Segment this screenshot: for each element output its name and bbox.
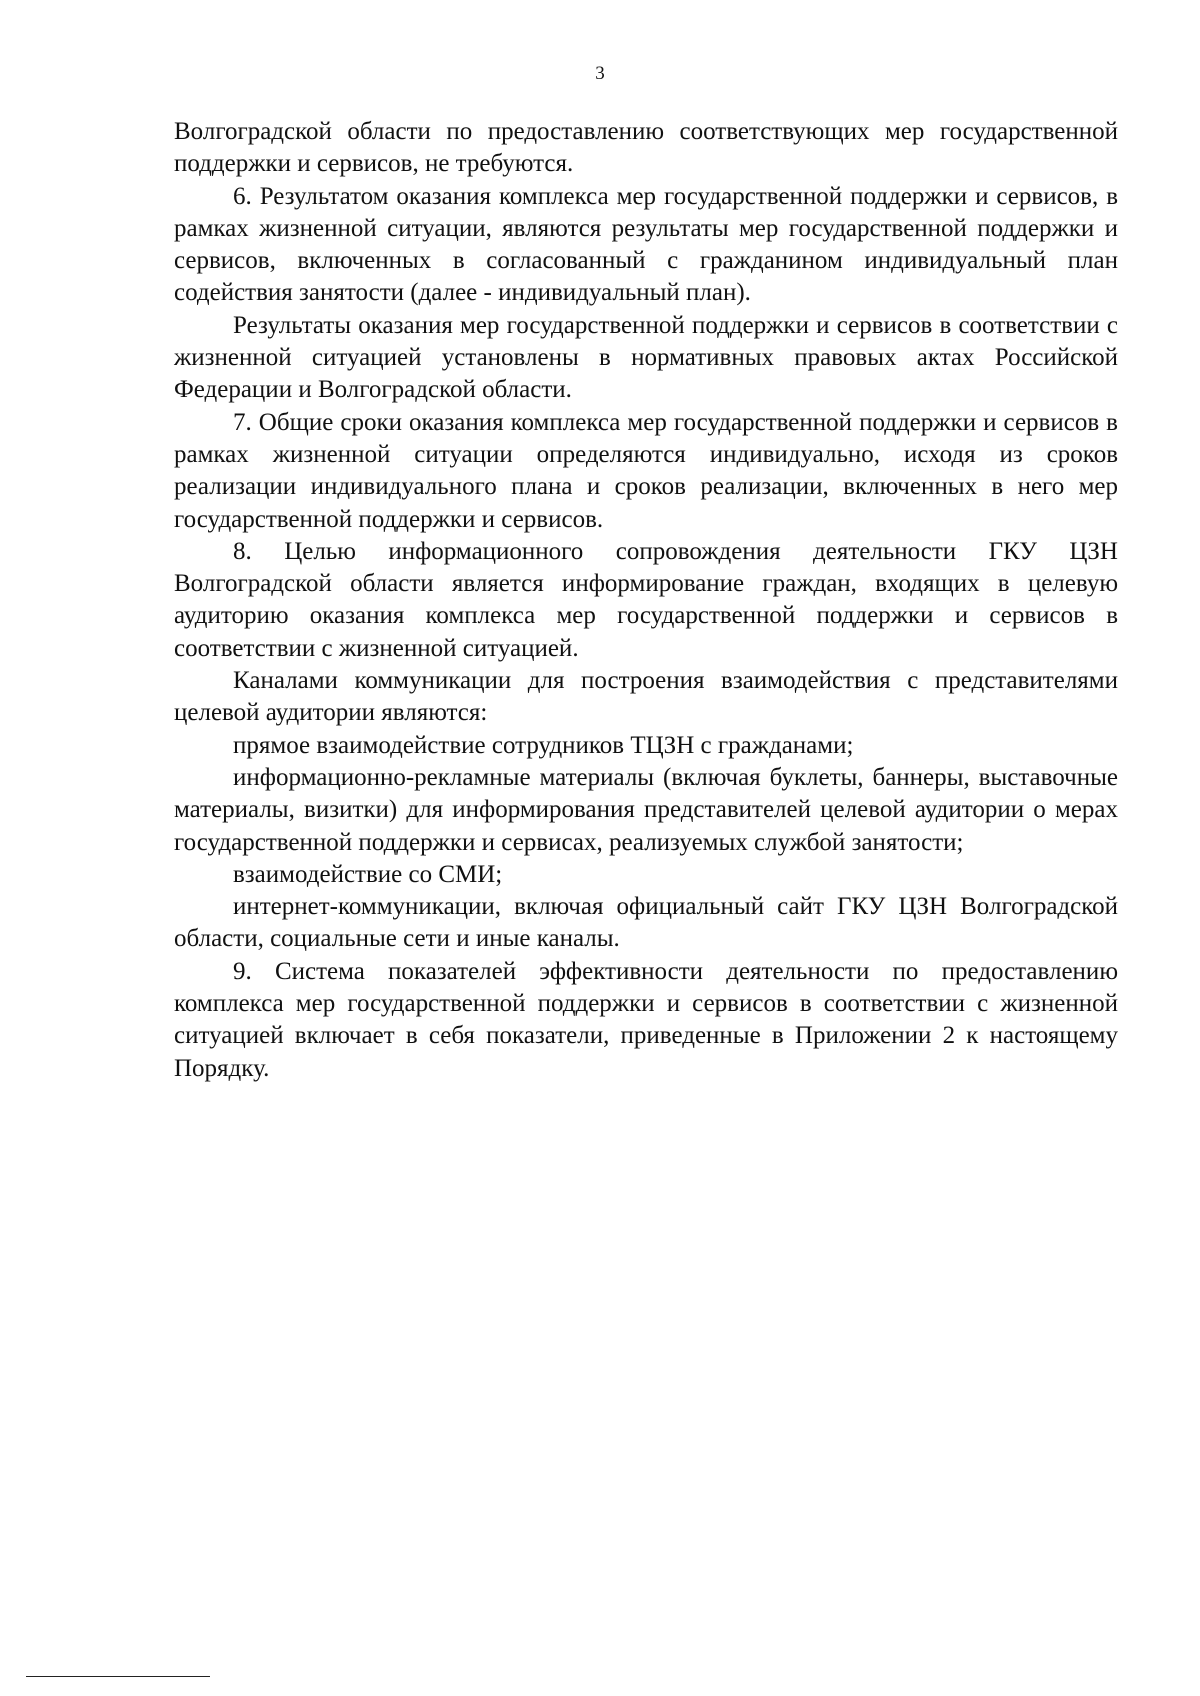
paragraph-item-9: 9. Система показателей эффективности деятельности по предоставлению комплекса мер государственной поддержки и сервисов в соответствии с жизненной ситуацией включает в себя показатели, приведенные в Приложении 2 к настоящему Порядку.	[174, 957, 1118, 1082]
paragraph-continuation: Волгоградской области по предоставлению соответствующих мер государственной поддержки и сервисов, не требуются.	[174, 118, 1118, 178]
list-item-media: взаимодействие со СМИ;	[233, 860, 503, 888]
paragraph-item-7: 7. Общие сроки оказания комплекса мер государственной поддержки и сервисов в рамках жизненной ситуации определяются индивидуально, исходя из сроков реализации индивидуального плана и сроков реализации, включенных в него мер государственной поддержки и сервисов.	[174, 408, 1118, 533]
footer-divider	[26, 1676, 210, 1677]
list-item-internet: интернет-коммуникации, включая официальный сайт ГКУ ЦЗН Волгоградской области, социальные сети и иные каналы.	[174, 893, 1118, 953]
list-item-direct-interaction: прямое взаимодействие сотрудников ТЦЗН с гражданами;	[233, 731, 854, 759]
list-item-advertising-materials: информационно-рекламные материалы (включая буклеты, баннеры, выставочные материалы, визитки) для информирования представителей целевой аудитории о мерах государственной поддержки и сервисах, реализуемых службой занятости;	[174, 763, 1118, 856]
paragraph-results: Результаты оказания мер государственной поддержки и сервисов в соответствии с жизненной ситуацией установлены в нормативных правовых актах Российской Федерации и Волгоградской области.	[174, 311, 1118, 404]
paragraph-item-8: 8. Целью информационного сопровождения деятельности ГКУ ЦЗН Волгоградской области является информирование граждан, входящих в целевую аудиторию оказания комплекса мер государственной поддержки и сервисов в соответствии с жизненной ситуацией.	[174, 537, 1118, 662]
document-body	[174, 116, 1118, 1085]
paragraph-channels: Каналами коммуникации для построения взаимодействия с представителями целевой аудитории являются:	[174, 667, 1118, 727]
paragraph-item-6: 6. Результатом оказания комплекса мер государственной поддержки и сервисов, в рамках жизненной ситуации, являются результаты мер государственной поддержки и сервисов, включенных в согласованный с гражданином индивидуальный план содействия занятости (далее - индивидуальный план).	[174, 182, 1118, 307]
page-number: 3	[595, 63, 605, 84]
